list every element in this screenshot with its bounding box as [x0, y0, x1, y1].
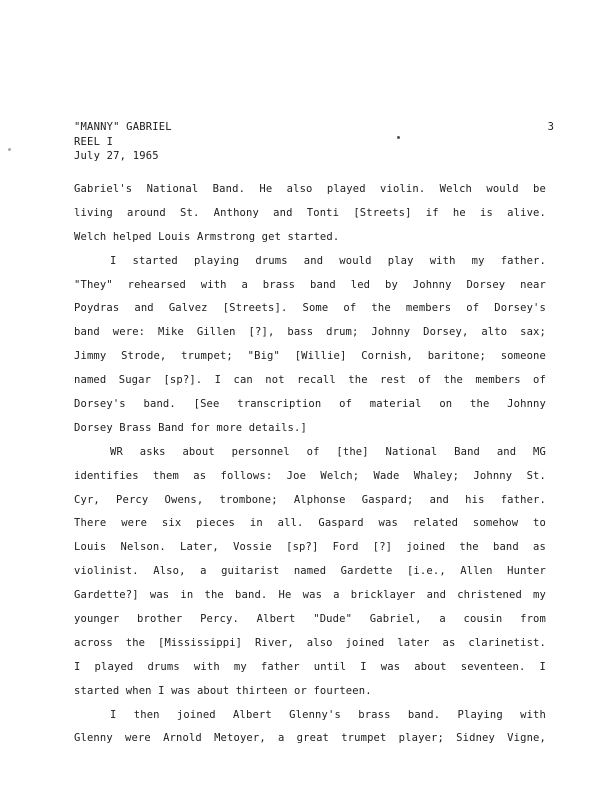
page-header: [74, 120, 172, 164]
reel-label: REEL I: [74, 135, 114, 148]
transcript-body: [74, 178, 546, 751]
transcript-line: identifies them as follows: Joe Welch; Wade Whaley; Johnny St.: [74, 469, 546, 482]
transcript-line: started when I was about thirteen or fourteen.: [74, 684, 372, 697]
transcript-line: Louis Nelson. Later, Vossie [sp?] Ford [?] joined the band as: [74, 541, 546, 554]
transcript-line: Gabriel's National Band. He also played violin. Welch would be: [74, 183, 546, 195]
transcript-line: I started playing drums and would play with my father.: [110, 254, 546, 267]
transcript-line: "They" rehearsed with a brass band led by Johnny Dorsey near: [74, 278, 546, 291]
transcript-line: Jimmy Strode, trumpet; "Big" [Willie] Cornish, baritone; someone: [74, 350, 546, 363]
page-number: 3: [547, 121, 554, 133]
transcript-line: across the [Mississippi] River, also joined later as clarinetist.: [74, 636, 546, 649]
transcript-line: violinist. Also, a guitarist named Gardette [i.e., Allen Hunter: [74, 565, 546, 578]
transcript-line: younger brother Percy. Albert "Dude" Gabriel, a cousin from: [74, 613, 546, 626]
interview-date: July 27, 1965: [74, 150, 159, 162]
scan-speck-left: [8, 148, 11, 151]
transcript-line: band were: Mike Gillen [?], bass drum; Johnny Dorsey, alto sax;: [74, 326, 546, 339]
scan-speck: [397, 136, 400, 139]
transcript-line: I then joined Albert Glenny's brass band. Playing with: [110, 708, 546, 721]
transcript-line: Dorsey's band. [See transcription of material on the Johnny: [74, 398, 546, 411]
interviewee-name: "MANNY" GABRIEL: [74, 121, 172, 133]
transcript-line: Gardette?] was in the band. He was a bricklayer and christened my: [74, 589, 546, 602]
transcript-line: There were six pieces in all. Gaspard was related somehow to: [74, 517, 546, 530]
transcript-line: Cyr, Percy Owens, trombone; Alphonse Gaspard; and his father.: [74, 493, 546, 506]
transcript-line: I played drums with my father until I was about seventeen. I: [74, 660, 546, 673]
transcript-line: Glenny were Arnold Metoyer, a great trumpet player; Sidney Vigne,: [74, 732, 546, 745]
transcript-line: WR asks about personnel of [the] National Band and MG: [110, 445, 546, 458]
transcript-line: Welch helped Louis Armstrong get started.: [74, 230, 340, 243]
transcript-line: Poydras and Galvez [Streets]. Some of the members of Dorsey's: [74, 302, 546, 315]
transcript-line: Dorsey Brass Band for more details.]: [74, 421, 307, 434]
transcript-line: living around St. Anthony and Tonti [Streets] if he is alive.: [74, 206, 546, 219]
transcript-line: named Sugar [sp?]. I can not recall the rest of the members of: [74, 374, 546, 387]
